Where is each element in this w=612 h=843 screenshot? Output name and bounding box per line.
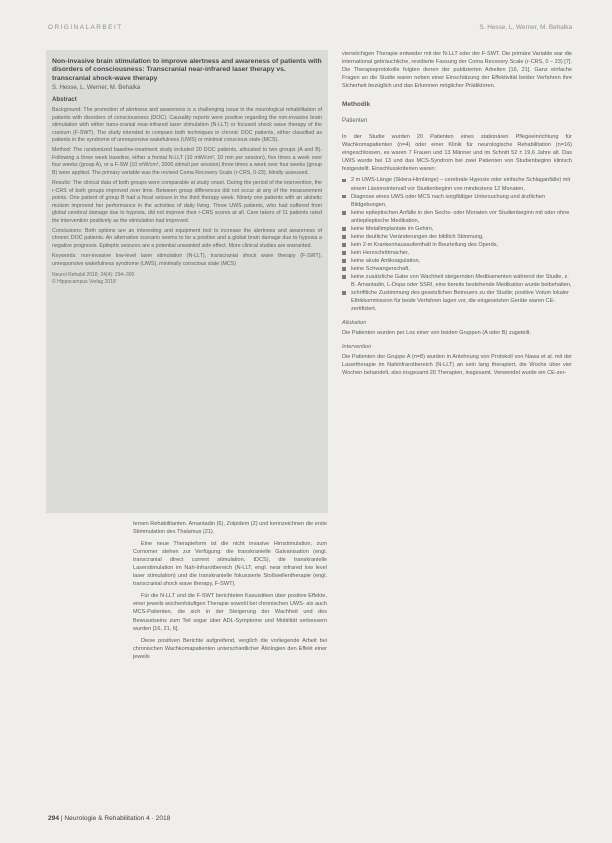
abstract-title: Non-invasive brain stimulation to improve alertness and awareness of patients with disorders of consciousness: Transcranial near-infrared laser therapy vs. transcranial shock-wave therapy xyxy=(52,58,322,82)
list-item: Diagnose eines UWS oder MCS nach sorgfältiger Untersuchung und ärztlichen Bildgebungen, xyxy=(342,193,572,209)
abstract-background: Background: The promotion of alertness and awareness is a challenging issue in the neurological rehabilitation of patients with disorders of consciousness (DOC). Causality reports were positive regarding the non-invasive brain stimulation with either trans-cranial near-infrared laser stimulation (N-LLT) or focused shock wave therapy of the cranium (F-SWT). The study intended to compare both techniques in chronic DOC patients, either classified as patients in the syndrome of unresponsive wakefulness (UWS) or minimal conscious state (MCS). xyxy=(52,107,322,144)
body-paragraph: ternen Rehabilitanten. Amantadin (6), Zolpidem (2) und kennzeichnen die erste Stimmulation des Thalamus (21). xyxy=(133,521,327,536)
intervention-heading: Intervention xyxy=(342,344,372,351)
list-item: keine deutliche Veränderungen der bildlich Stimmung, xyxy=(342,233,572,241)
list-item: schriftliche Zustimmung des gesetzlichen Betreuers zu der Studie; positive Votum lokaler Ethikkommission für beide Verfahren lagen vor, die eingesetzten Geräte waren CE-zertifiziert. xyxy=(342,289,572,313)
page-footer xyxy=(48,815,170,822)
intervention-paragraph: Die Patienten der Gruppe A (n=8) wurden in Anlehnung von Protokoll von Nawa et al. mit der Lasertherapie im Nahinfrarotbereich (N-LLT) an sein lang therapiert, die Woche über vier Wochen behandelt, also insgesamt 20 Therapien, insgesamt. Verwendet wurde ein CE-zer- xyxy=(342,354,572,377)
list-item: 2 m UWS-Länge (Sklera-Hirnlänge) – cerebrale Hypoxie oder einfache Schlaganfälle) mit einem Läsionsintervall vor Studienbeginn von mindestens 12 Monaten, xyxy=(342,176,572,192)
abstract-keywords: Keywords: non-invasive low-level laser stimulation (N-LLT), transcranial shock wave therapy (F-SWT), unresponsive wakefulness syndrome (UWS), minimally conscious state (MCS) xyxy=(52,253,322,267)
list-item: keine epileptischen Anfälle in den Sechs- oder Monaten vor Studienbeginn mit oder ohne antiepileptische Medikation, xyxy=(342,209,572,225)
list-item: keine akute Antikoagulation, xyxy=(342,257,572,265)
abstract-heading: Abstract xyxy=(52,96,77,104)
patients-paragraph: In der Studie wurden 20 Patienten eines stationären Pflegeeinrichtung für Wachkomapatienten (n=4) oder einer Klinik für neurologische Rehabilitation (n=16) eingeschlossen, es waren 7 Frauen und 13 Männer und im Schnitt 52 ± 19,6 Jahre alt. Das UWS wurde bei 13 und das MCS-Syndrom bei zwei Patienten von Studienbeginn klinisch festgestellt. Einschlusskriterien waren: xyxy=(342,134,572,173)
allocation-paragraph: Die Patienten wurden per Los einer von beiden Gruppen (A oder B) zugeteilt. xyxy=(342,330,532,337)
english-abstract-box xyxy=(46,50,328,513)
list-item: keine Metallimplantate im Gehirn, xyxy=(342,225,572,233)
methods-heading: Methodik xyxy=(342,101,371,109)
right-text-column xyxy=(342,50,572,380)
list-item: keine zusätzliche Gabe von Wachheit steigernden Medikamenten während der Studie, z. B. Amantadin, L-Dopa oder SSRI, eine bereits bestehende Medikation wurde beibehalten, xyxy=(342,273,572,289)
abstract-method: Method: The randomized baseline-treatment study included 20 DOC patients, allocated to two groups (A and B). Following a three week baseline, either a frontal N-LLT (10 mW/cm², 10 min per session), five times a week over four weeks (group A), or a F-SW (10 mW/cm², 2000 stimuli per session) three times a week over four weeks (group B) were applied. The primary variable was the revised Coma Recovery Scale (r-CRS, 0-23), blindly assessed. xyxy=(52,147,322,176)
body-paragraph: Eine neue Therapieform ist die nicht invasive Hirnstimulation, zum Cornomer stehen zur Verfügung: die transkranielle Galvanisation (engl. transcranial direct current stimulation, tDCS), die transkranielle Laserstimulation im Nah-Infrarotbereich (N-LLT, engl. near infrared low level laser stimulation) und die transkranielle fokussierte Stoßwellentherapie (engl. transcranial shock wave therapy, F-SWT). xyxy=(133,541,327,588)
abstract-conclusions: Conclusions: Both options are an interesting and equipment tool to increase the alertness and awareness of chronic DOC patients. An alternative scenario seems to be a positive and a global brain damage due to hypoxia a negative prognosis. Epileptic seizures are a potential unwanted side effect. More clinical studies are warranted. xyxy=(52,228,322,249)
abstract-authors: S. Hesse, L. Werner, M. Behalka xyxy=(52,84,141,92)
patients-heading: Patienten xyxy=(342,118,368,125)
abstract-results: Results: The clinical data of both groups were comparable at study onset. During the period of the intervention, the r-CRS of both groups improved over time. Between group differences did not occur at any of the measurement points. One patient of group B had a focal seizure in the third therapy week. Ninety one patients with an akinetic mutism improved her performance in the activities of daily living. Three UWS patients, who had suffered from global cerebral damage due to hypoxia, did not improve their r-CRS scores at all. Care takers of 11 patients rated the intervention positively as the stimulation had improved. xyxy=(52,180,322,224)
section-label: ORIGINALARBEIT xyxy=(48,24,123,31)
allocation-heading: Allokation xyxy=(342,320,367,327)
list-item: kein 2-m Krankenhausaufenthalt in Beurteilung des Operds, xyxy=(342,241,572,249)
list-item: kein Herzschrittmacher, xyxy=(342,249,572,257)
running-authors: S. Hesse, L. Werner, M. Behalka xyxy=(479,24,572,31)
body-paragraph: Für die N-LLT und die F-SWT berichteten Kasuistiken über positive Effekte, einer jeweils wochenhäufigen Therapie sowohl bei chronischen UWS- als auch MCS-Patienten, die sich in der Steigerung der Wachheit und des Bewusstseins zum Teil sogar über ADL-Symptome und Mobilität verbessern wurden [16, 21, 6]. xyxy=(133,593,327,632)
body-paragraph: Diese positiven Berichte aufgreifend, verglich die vorliegende Arbeit bei chronischen Wachkomapatienten unterschiedlicher Ätiologien den Effekt einer jeweils xyxy=(133,637,327,660)
running-head xyxy=(48,24,572,36)
intro-paragraph: vierwöchigen Therapie entweder mit der N-LLT oder der F-SWT. Die primäre Variable war die international gebräuchliche, revidierte Fassung der Coma Recovery Scale (r-CRS, 0 – 23) [7]. Die Therapieprotokolle folgten denen der publizierten Arbeiten [16, 21]. Ganz einfache Fragen an die Studie waren neben einer Einschätzung der Effektivität beider Verfahren ihre Sicherheit bezüglich und das Erkennen möglicher Prädiktoren. xyxy=(342,51,572,90)
page-number: 294 xyxy=(48,815,60,822)
abstract-citation-note: Neurol Rehabil 2018; 24(4): 294–300 © Hippocampus Verlag 2018 xyxy=(52,272,135,286)
list-item: keine Schwangerschaft, xyxy=(342,265,572,273)
inclusion-criteria-list xyxy=(342,176,572,313)
left-text-column xyxy=(133,520,327,665)
journal-issue: | Neurologie & Rehabilitation 4 · 2018 xyxy=(60,815,171,822)
